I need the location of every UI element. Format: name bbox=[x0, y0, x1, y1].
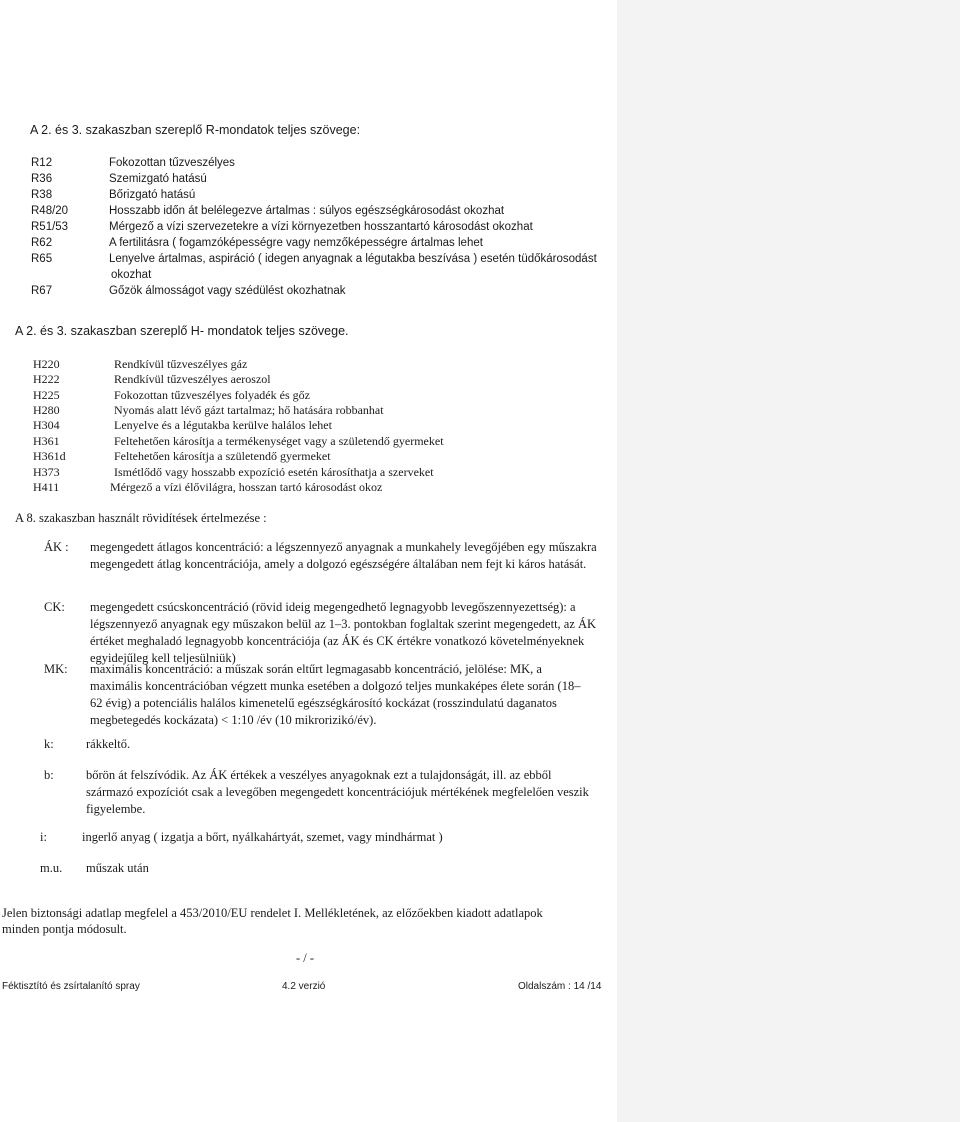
abbr-definition: rákkeltő. bbox=[86, 737, 131, 751]
r-text: Gőzök álmosságot vagy szédülést okozhatnak bbox=[109, 285, 346, 297]
h-section-title: A 2. és 3. szakaszban szereplő H- mondatok teljes szövege. bbox=[15, 324, 349, 338]
h-text: Rendkívül tűzveszélyes gáz bbox=[114, 357, 248, 371]
h-code: H361 bbox=[33, 434, 60, 448]
right-margin-band bbox=[617, 0, 960, 1122]
abbr-definition: ingerlő anyag ( izgatja a bőrt, nyálkahártyát, szemet, vagy mindhármat ) bbox=[82, 830, 443, 844]
abbr-code: k: bbox=[44, 737, 54, 751]
h-code: H361d bbox=[33, 449, 66, 463]
r-code: R36 bbox=[31, 173, 53, 185]
r-code: R67 bbox=[31, 285, 53, 297]
r-text: Hosszabb időn át belélegezve ártalmas : súlyos egészségkárosodást okozhat bbox=[109, 205, 505, 217]
h-text: Mérgező a vízi élővilágra, hosszan tartó károsodást okoz bbox=[110, 480, 383, 494]
r-section-title: A 2. és 3. szakaszban szereplő R-mondatok teljes szövege: bbox=[30, 123, 361, 137]
h-code: H220 bbox=[33, 357, 60, 371]
abbr-code: m.u. bbox=[40, 861, 63, 875]
r-text: Mérgező a vízi szervezetekre a vízi környezetben hosszantartó károsodást okozhat bbox=[109, 221, 533, 233]
r-code: R62 bbox=[31, 237, 53, 249]
h-code: H222 bbox=[33, 372, 60, 386]
h-code: H411 bbox=[33, 480, 60, 494]
abbr-definition: maximális koncentráció: a műszak során eltűrt legmagasabb koncentráció, jelölése: MK, a maximális koncentrációban végzett munka esetében a dolgozó teljes munkaképes élete során (18–62 évig) a potenciális halálos kimenetelű egészségkárosító kockázat (rosszindulatú daganatos megbetegedés kockázata) < 1:10 /év (10 mikrorizikó/év). bbox=[90, 662, 581, 727]
abbr-section-title: A 8. szakaszban használt rövidítések értelmezése : bbox=[15, 511, 267, 525]
abbr-definition: megengedett csúcskoncentráció (rövid ideig megengedhető legnagyobb levegőszennyezettség): a légszennyező anyagnak egy műszakon belül az 1–3. pontokban foglaltak szerint megengedett, az ÁK értéket meghaladó legnagyobb koncentrációja (az ÁK és CK értékre vonatkozó követelményeknek egyidejűleg kell teljesülniük) bbox=[90, 600, 597, 665]
footer-product-name: Féktisztító és zsírtalanító spray bbox=[2, 981, 140, 992]
footer-page-number: Oldalszám : 14 /14 bbox=[518, 981, 602, 992]
closing-statement-cont: minden pontja módosult. bbox=[2, 922, 127, 936]
h-text: Lenyelve és a légutakba kerülve halálos lehet bbox=[114, 418, 332, 432]
h-code: H280 bbox=[33, 403, 60, 417]
abbr-definition: megengedett átlagos koncentráció: a légszennyező anyagnak a munkahely levegőjében egy műszakra megengedett átlag koncentrációja, amely a dolgozó egészségére általában nem fejt ki káros hatását. bbox=[90, 540, 597, 571]
page-end-mark: - / - bbox=[296, 951, 315, 965]
r-code: R51/53 bbox=[31, 221, 69, 233]
r-text: A fertilitásra ( fogamzóképességre vagy nemzőképességre ártalmas lehet bbox=[109, 237, 483, 249]
abbr-code: MK: bbox=[44, 662, 68, 676]
abbr-code: b: bbox=[44, 768, 54, 782]
h-text: Ismétlődő vagy hosszabb expozíció esetén károsíthatja a szerveket bbox=[114, 465, 434, 479]
r-text: Bőrizgató hatású bbox=[109, 189, 196, 201]
h-code: H225 bbox=[33, 388, 60, 402]
r-code: R65 bbox=[31, 253, 53, 265]
h-code: H304 bbox=[33, 418, 60, 432]
h-text: Rendkívül tűzveszélyes aeroszol bbox=[114, 372, 271, 386]
r-text-continuation: okozhat bbox=[111, 269, 152, 281]
abbr-definition: műszak után bbox=[86, 861, 149, 875]
footer-version: 4.2 verzió bbox=[282, 981, 326, 992]
h-code: H373 bbox=[33, 465, 60, 479]
abbr-code: ÁK : bbox=[44, 540, 69, 554]
abbr-definition: bőrön át felszívódik. Az ÁK értékek a veszélyes anyagoknak ezt a tulajdonságát, ill. az ebből származó expozíciót csak a levegőben megengedett koncentrációjuk mértékének megfelelően veszik figyelembe. bbox=[86, 768, 589, 816]
abbr-code: CK: bbox=[44, 600, 65, 614]
h-text: Feltehetően károsítja a termékenységet vagy a születendő gyermeket bbox=[114, 434, 444, 448]
h-text: Fokozottan tűzveszélyes folyadék és gőz bbox=[114, 388, 310, 402]
r-text: Lenyelve ártalmas, aspiráció ( idegen anyagnak a légutakba beszívása ) esetén tüdőkárosodást bbox=[109, 253, 597, 265]
h-text: Feltehetően károsítja a születendő gyermeket bbox=[114, 449, 331, 463]
r-code: R12 bbox=[31, 157, 53, 169]
h-text: Nyomás alatt lévő gázt tartalmaz; hő hatására robbanhat bbox=[114, 403, 384, 417]
abbr-code: i: bbox=[40, 830, 47, 844]
r-text: Szemizgató hatású bbox=[109, 173, 207, 185]
r-code: R48/20 bbox=[31, 205, 69, 217]
closing-statement: Jelen biztonsági adatlap megfelel a 453/2010/EU rendelet I. Mellékletének, az előzőekben kiadott adatlapok bbox=[2, 906, 543, 920]
r-code: R38 bbox=[31, 189, 53, 201]
r-text: Fokozottan tűzveszélyes bbox=[109, 157, 235, 169]
